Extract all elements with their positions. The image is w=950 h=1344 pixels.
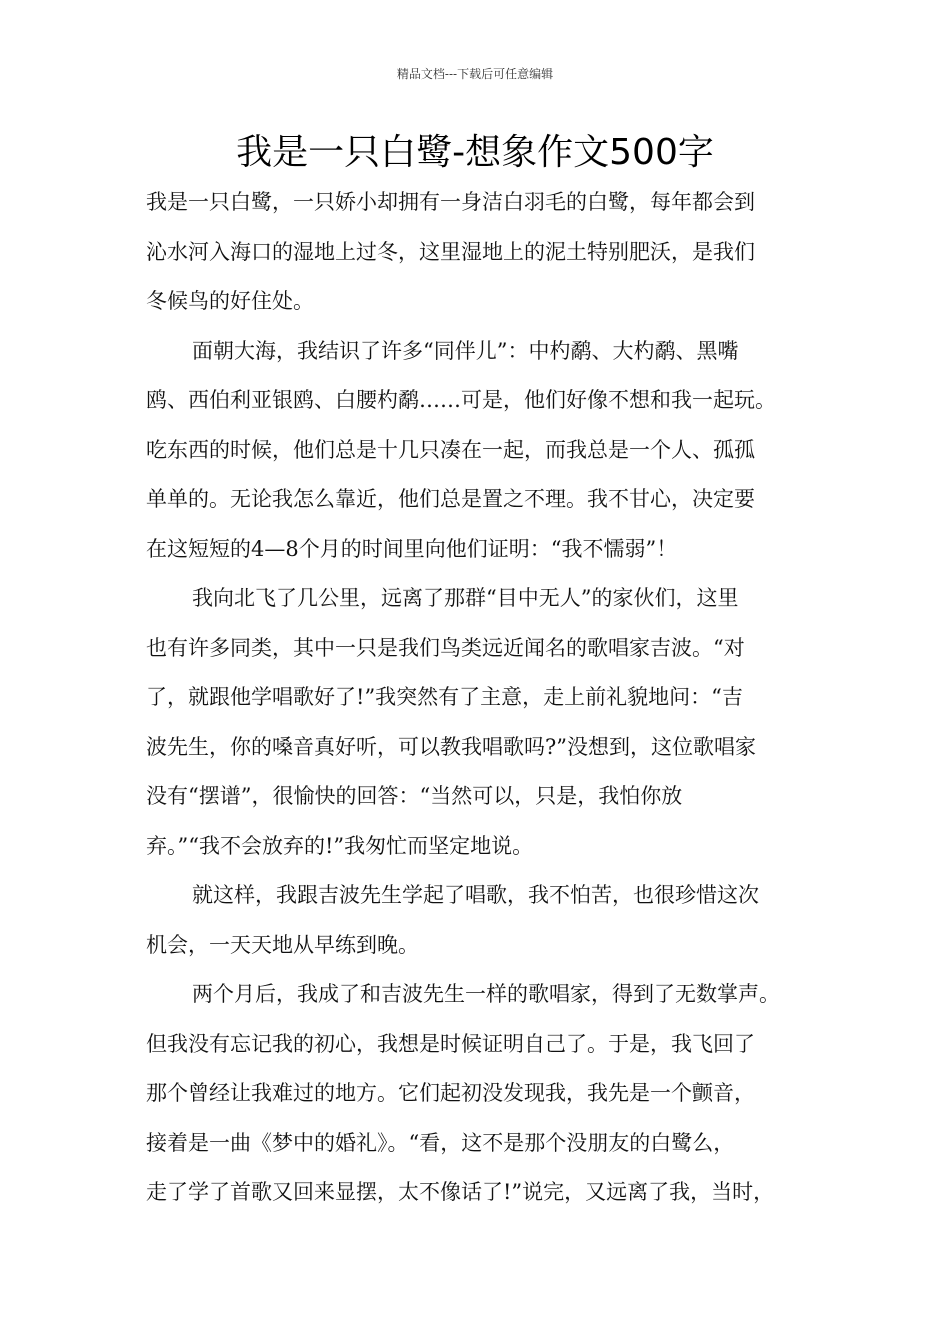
text-line-17: 两个月后，我成了和吉波先生一样的歌唱家，得到了无数掌声。 (192, 982, 780, 1006)
text-line-9: 我向北飞了几公里，远离了那群“目中无人”的家伙们，这里 (192, 586, 739, 610)
text-line-13: 没有“摆谱”，很愉快的回答：“当然可以，只是，我怕你放 (146, 784, 683, 808)
document-body (146, 178, 816, 1218)
text-line-3: 冬候鸟的好住处。 (146, 289, 314, 313)
text-line-7: 单单的。无论我怎么靠近，他们总是置之不理。我不甘心，决定要 (146, 487, 755, 511)
text-line-10: 也有许多同类，其中一只是我们鸟类远近闻名的歌唱家吉波。“对 (146, 635, 745, 660)
page-header: 精品文档---下载后可任意编辑 (396, 67, 554, 81)
text-line-4: 面朝大海，我结识了许多“同伴儿”：中杓鹬、大杓鹬、黑嘴 (192, 338, 739, 363)
text-line-21: 走了学了首歌又回来显摆，太不像话了!”说完，又远离了我，当时， (146, 1180, 775, 1204)
text-line-16: 机会，一天天地从早练到晚。 (146, 932, 419, 957)
text-line-6: 吃东西的时候，他们总是十几只凑在一起，而我总是一个人、孤孤 (146, 437, 755, 462)
text-line-1: 我是一只白鹭，一只娇小却拥有一身洁白羽毛的白鹭，每年都会到 (146, 190, 755, 214)
text-line-2: 沁水河入海口的湿地上过冬，这里湿地上的泥土特别肥沃，是我们 (146, 239, 755, 264)
text-line-12: 波先生，你的嗓音真好听，可以教我唱歌吗?”没想到，这位歌唱家 (146, 734, 756, 759)
text-line-14: 弃。”“我不会放弃的!”我匆忙而坚定地说。 (146, 833, 534, 858)
text-line-19: 那个曾经让我难过的地方。它们起初没发现我，我先是一个颤音， (146, 1081, 755, 1105)
text-line-11: 了，就跟他学唱歌好了!”我突然有了主意，走上前礼貌地问：“吉 (146, 685, 743, 709)
text-line-20: 接着是一曲《梦中的婚礼》。“看，这不是那个没朋友的白鹭么， (146, 1130, 735, 1155)
document-title: 我是一只白鹭-想象作文500字 (236, 132, 714, 173)
text-line-5: 鸥、西伯利亚银鸥、白腰杓鹬……可是，他们好像不想和我一起玩。 (146, 388, 776, 412)
text-line-15: 就这样，我跟吉波先生学起了唱歌，我不怕苦，也很珍惜这次 (192, 883, 759, 907)
text-line-18: 但我没有忘记我的初心，我想是时候证明自己了。于是，我飞回了 (146, 1031, 755, 1056)
text-line-8: 在这短短的4—8个月的时间里向他们证明：“我不懦弱”！ (146, 536, 678, 561)
